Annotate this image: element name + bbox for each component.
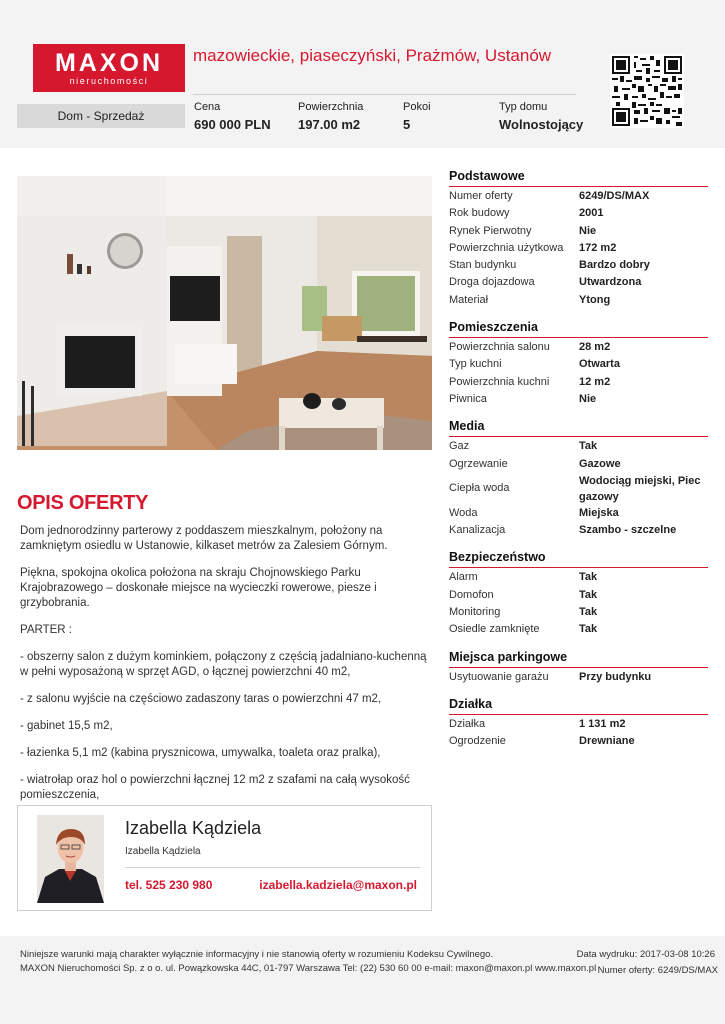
spec-section-title: Miejsca parkingowe <box>449 649 708 668</box>
spec-row <box>449 292 708 309</box>
description-paragraph: - wiatrołap oraz hol o powierzchni łącznej 12 m2 z szafami na całą wysokość pomieszczenia, <box>20 774 410 801</box>
header <box>0 0 725 148</box>
spec-key: Stan budynku <box>449 259 517 272</box>
spec-row <box>449 205 708 222</box>
spec-key: Powierzchnia użytkowa <box>449 241 564 254</box>
spec-value: 12 m2 <box>579 375 611 388</box>
spec-key: Typ kuchni <box>449 358 502 371</box>
agent-card <box>17 805 432 911</box>
spec-row <box>449 391 708 408</box>
specs-panel <box>449 168 708 761</box>
description-paragraph: - gabinet 15,5 m2, <box>20 720 113 732</box>
spec-section <box>449 549 708 638</box>
spec-key: Piwnica <box>449 392 487 405</box>
field-value: 690 000 PLN <box>194 117 271 132</box>
spec-section <box>449 649 708 686</box>
field-label: Typ domu <box>499 101 548 113</box>
spec-value: 6249/DS/MAX <box>579 190 650 202</box>
location-title: mazowieckie, piaseczyński, Prażmów, Ustanów <box>193 46 552 65</box>
footer-company: MAXON Nieruchomości Sp. z o o. ul. Powązkowska 44C, 01-797 Warszawa Tel: (22) 530 60 00 e-mail: maxon@maxon.pl www.maxon.pl <box>20 963 597 974</box>
spec-key: Monitoring <box>449 606 501 619</box>
spec-row <box>449 522 708 539</box>
description-paragraph: Dom jednorodzinny parterowy z poddaszem mieszkalnym, położony na zamkniętym osiedlu w Ustanowie, kilkaset metrów za Zalesiem Górnym. <box>20 525 388 552</box>
spec-key: Gaz <box>449 440 470 453</box>
spec-row <box>449 456 708 473</box>
spec-row <box>449 621 708 638</box>
agent-divider <box>125 867 420 868</box>
property-photo[interactable] <box>17 176 432 450</box>
field-value: Wolnostojący <box>499 117 584 132</box>
spec-value: 1 131 m2 <box>579 717 626 730</box>
offer-type-badge: Dom - Sprzedaż <box>17 104 185 128</box>
field-label: Cena <box>194 101 221 113</box>
agent-email-link[interactable]: izabella.kadziela@maxon.pl <box>259 878 417 892</box>
spec-key: Domofon <box>449 588 494 601</box>
spec-section <box>449 319 708 408</box>
description-paragraph: - z salonu wyjście na częściowo zadaszony taras o powierzchni 47 m2, <box>20 693 382 705</box>
spec-value: Przy budynku <box>579 670 652 683</box>
spec-row <box>449 604 708 621</box>
spec-value: Drewniane <box>579 735 635 748</box>
footer-disclaimer: Niniejsze warunki mają charakter wyłącznie informacyjny i nie stanowią oferty w rozumieniu Kodeksu Cywilnego. <box>20 949 494 960</box>
description-paragraph: - łazienka 5,1 m2 (kabina prysznicowa, umywalka, toaleta oraz pralka), <box>20 747 381 759</box>
spec-row <box>449 188 708 205</box>
description-text <box>20 524 428 815</box>
spec-value: Bardzo dobry <box>579 259 650 272</box>
description-paragraph: Piękna, spokojna okolica położona na skraju Chojnowskiego Parku Krajobrazowego – doskonałe miejsce na wycieczki rowerowe, piesze i grzybobrania. <box>20 567 377 609</box>
field-label: Pokoi <box>403 101 431 113</box>
spec-key: Rynek Pierwotny <box>449 224 532 237</box>
field-rooms <box>403 101 431 134</box>
field-value: 5 <box>403 117 411 132</box>
spec-value: Wodociąg miejski, Piec gazowy <box>579 474 701 503</box>
spec-section-title: Media <box>449 418 708 437</box>
spec-key: Woda <box>449 506 478 519</box>
field-label: Powierzchnia <box>298 101 364 113</box>
spec-key: Osiedle zamknięte <box>449 623 540 636</box>
spec-value: Tak <box>579 571 598 584</box>
spec-section-title: Działka <box>449 696 708 715</box>
spec-key: Ciepła woda <box>449 482 510 495</box>
spec-key: Rok budowy <box>449 207 510 220</box>
spec-value: Tak <box>579 440 598 453</box>
spec-value: 172 m2 <box>579 241 617 254</box>
spec-row <box>449 669 708 686</box>
spec-key: Usytuowanie garażu <box>449 670 549 683</box>
description-paragraph: PARTER : <box>20 624 72 636</box>
spec-row <box>449 339 708 356</box>
spec-key: Materiał <box>449 293 489 306</box>
qr-code-icon <box>610 54 684 128</box>
spec-key: Działka <box>449 717 486 730</box>
spec-key: Powierzchnia salonu <box>449 341 550 354</box>
field-area <box>298 101 363 134</box>
description-title: OPIS OFERTY <box>17 492 149 514</box>
spec-row <box>449 587 708 604</box>
spec-value: Tak <box>579 588 598 601</box>
spec-value: Ytong <box>579 293 611 306</box>
field-house-type <box>499 101 583 134</box>
spec-row <box>449 274 708 291</box>
spec-key: Powierzchnia kuchni <box>449 375 550 388</box>
spec-row <box>449 438 708 455</box>
spec-row <box>449 733 708 750</box>
spec-row <box>449 473 708 505</box>
footer <box>0 936 725 1024</box>
spec-row <box>449 356 708 373</box>
logo-name: MAXON <box>54 49 164 77</box>
spec-key: Kanalizacja <box>449 524 506 537</box>
footer-print-date: Data wydruku: 2017-03-08 10:26 <box>576 949 715 960</box>
spec-section-title: Podstawowe <box>449 168 708 187</box>
spec-section <box>449 696 708 751</box>
spec-row <box>449 223 708 240</box>
field-value: 197.00 m2 <box>298 117 361 132</box>
spec-row <box>449 716 708 733</box>
spec-key: Alarm <box>449 571 478 584</box>
spec-section-title: Bezpieczeństwo <box>449 549 708 568</box>
spec-value: Miejska <box>579 506 619 519</box>
spec-row <box>449 505 708 522</box>
spec-key: Ogrzewanie <box>449 457 508 470</box>
spec-row <box>449 374 708 391</box>
spec-value: 28 m2 <box>579 341 611 354</box>
header-divider <box>193 94 576 95</box>
spec-value: 2001 <box>579 207 604 220</box>
spec-row <box>449 569 708 586</box>
footer-offer-number: Numer oferty: 6249/DS/MAX <box>597 965 718 976</box>
spec-row <box>449 257 708 274</box>
spec-value: Utwardzona <box>579 276 642 289</box>
spec-value: Tak <box>579 606 598 619</box>
spec-section <box>449 418 708 539</box>
spec-value: Nie <box>579 392 597 405</box>
spec-value: Otwarta <box>579 358 620 371</box>
spec-key: Droga dojazdowa <box>449 276 535 289</box>
spec-section <box>449 168 708 309</box>
spec-key: Numer oferty <box>449 190 513 202</box>
description-paragraph: - obszerny salon z dużym kominkiem, połączony z częścią jadalniano-kuchenną w pełni wyposażoną w sprzęt AGD, o łącznej powierzchni 40 m2, <box>20 651 427 678</box>
spec-value: Szambo - szczelne <box>579 524 677 537</box>
spec-key: Ogrodzenie <box>449 735 506 748</box>
spec-row <box>449 240 708 257</box>
spec-value: Tak <box>579 623 598 636</box>
agent-avatar <box>37 815 104 903</box>
spec-section-title: Pomieszczenia <box>449 319 708 338</box>
maxon-logo[interactable] <box>33 44 185 92</box>
agent-phone-link[interactable]: tel. 525 230 980 <box>125 878 213 892</box>
spec-value: Gazowe <box>579 457 621 470</box>
agent-subtitle: Izabella Kądziela <box>125 846 201 857</box>
logo-sub: nieruchomości <box>69 76 149 86</box>
field-price <box>194 101 271 134</box>
spec-value: Nie <box>579 224 597 237</box>
agent-name: Izabella Kądziela <box>125 818 262 838</box>
